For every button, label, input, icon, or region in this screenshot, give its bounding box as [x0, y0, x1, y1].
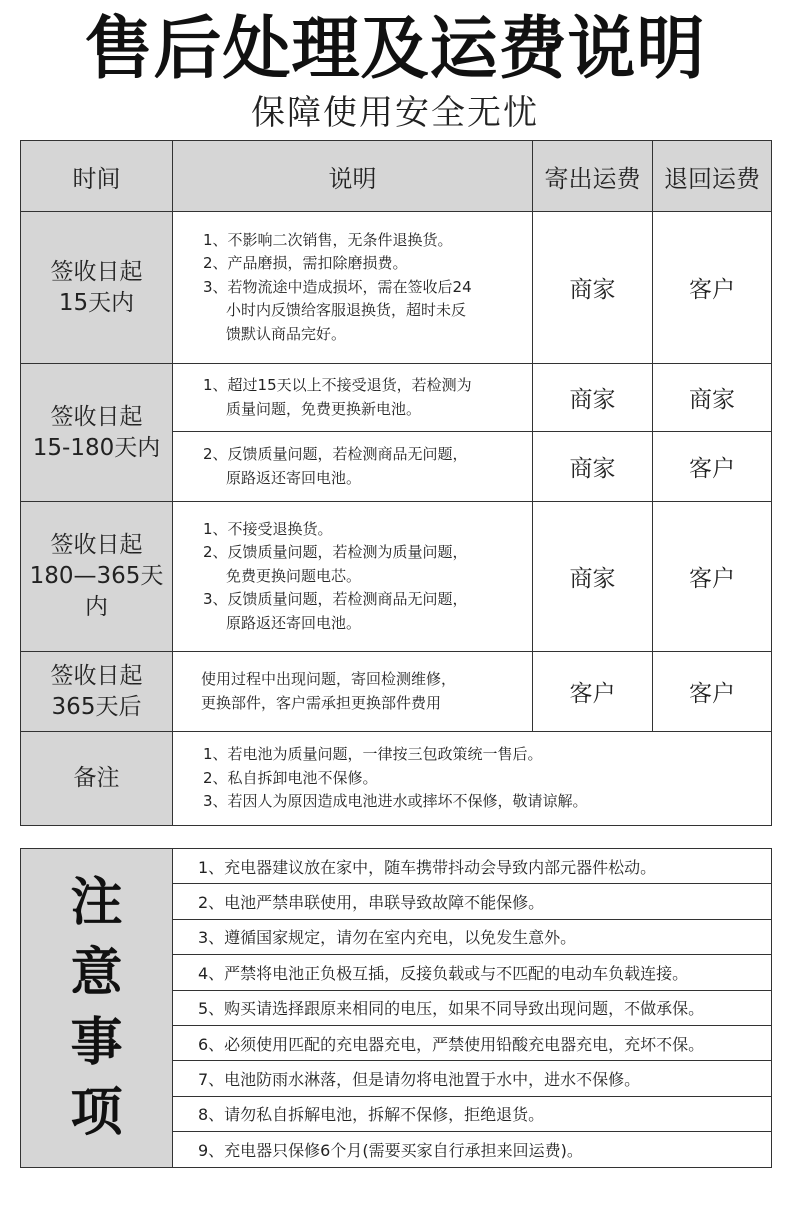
remark-label: 备注	[21, 732, 173, 826]
table-row	[21, 212, 772, 364]
remark-row	[21, 732, 772, 826]
notes-heading-char: 事	[70, 1012, 123, 1073]
desc-line: 更换部件，客户需承担更换部件费用	[201, 693, 442, 712]
desc-line: 小时内反馈给客服退换货，超时未反	[226, 301, 467, 320]
note-item: 9、充电器只保修6个月(需要买家自行承担来回运费)。	[173, 1132, 772, 1167]
remark-line: 1、若电池为质量问题，一律按三包政策统一售后。	[203, 745, 543, 764]
ship-back-fee-cell: 客户	[653, 652, 772, 732]
note-item: 6、必须使用匹配的充电器充电，严禁使用铅酸充电器充电，充坏不保。	[173, 1025, 772, 1060]
period-line1: 签收日起	[50, 403, 143, 430]
ship-out-fee-cell: 商家	[533, 502, 653, 652]
desc-line: 3、若物流途中造成损坏，需在签收后24	[203, 277, 472, 296]
description-cell	[173, 502, 533, 652]
notes-heading-char: 意	[70, 942, 123, 1003]
period-line1: 签收日起	[50, 662, 143, 689]
ship-back-fee-cell: 客户	[653, 432, 772, 502]
header-ship-out-fee: 寄出运费	[533, 141, 653, 212]
table-row	[21, 364, 772, 432]
desc-line: 2、反馈质量问题，若检测为质量问题，	[203, 543, 468, 562]
desc-line: 2、反馈质量问题，若检测商品无问题，	[203, 445, 468, 463]
period-line2: 15天内	[58, 289, 135, 316]
desc-line: 3、反馈质量问题，若检测商品无问题，	[203, 590, 468, 609]
remark-cell	[173, 732, 772, 826]
note-row	[21, 849, 772, 884]
description-cell	[173, 652, 533, 732]
remark-line: 2、私自拆卸电池不保修。	[203, 768, 378, 787]
ship-back-fee-cell: 商家	[653, 364, 772, 432]
header-time: 时间	[21, 141, 173, 212]
note-item: 8、请勿私自拆解电池，拆解不保修，拒绝退货。	[173, 1096, 772, 1131]
period-cell	[21, 502, 173, 652]
period-line1: 签收日起	[50, 258, 143, 285]
note-item: 3、遵循国家规定，请勿在室内充电，以免发生意外。	[173, 919, 772, 954]
ship-out-fee-cell: 商家	[533, 364, 653, 432]
notes-heading-char: 项	[70, 1082, 123, 1143]
page-title: 售后处理及运费说明	[84, 10, 706, 89]
period-line2: 180—365天内	[29, 563, 164, 620]
period-cell	[21, 364, 173, 502]
header-description: 说明	[173, 141, 533, 212]
note-item: 1、充电器建议放在家中，随车携带抖动会导致内部元器件松动。	[173, 849, 772, 884]
period-cell	[21, 212, 173, 364]
ship-out-fee-cell: 客户	[533, 652, 653, 732]
description-cell	[173, 432, 533, 502]
ship-back-fee-cell: 客户	[653, 212, 772, 364]
remark-line: 3、若因人为原因造成电池进水或摔坏不保修，敬请谅解。	[203, 792, 588, 811]
page-subtitle: 保障使用安全无忧	[251, 93, 539, 133]
note-item: 5、购买请选择跟原来相同的电压，如果不同导致出现问题，不做承保。	[173, 990, 772, 1025]
desc-line: 馈默认商品完好。	[226, 324, 347, 343]
desc-line: 1、超过15天以上不接受退货，若检测为	[203, 376, 472, 394]
desc-line: 免费更换问题电芯。	[226, 566, 362, 585]
desc-line: 1、不影响二次销售，无条件退换货。	[203, 230, 453, 249]
notes-table	[20, 848, 772, 1168]
note-item: 7、电池防雨水淋落，但是请勿将电池置于水中，进水不保修。	[173, 1061, 772, 1096]
notes-heading	[21, 849, 173, 1168]
ship-out-fee-cell: 商家	[533, 432, 653, 502]
description-cell	[173, 364, 533, 432]
ship-back-fee-cell: 客户	[653, 502, 772, 652]
note-item: 4、严禁将电池正负极互插，反接负载或与不匹配的电动车负载连接。	[173, 955, 772, 990]
ship-out-fee-cell: 商家	[533, 212, 653, 364]
desc-line: 2、产品磨损，需扣除磨损费。	[203, 254, 408, 273]
header-ship-back-fee: 退回运费	[653, 141, 772, 212]
table-row	[21, 502, 772, 652]
desc-line: 原路返还寄回电池。	[226, 468, 362, 487]
desc-line: 1、不接受退换货。	[203, 519, 333, 538]
period-line2: 15-180天内	[32, 434, 161, 461]
note-item: 2、电池严禁串联使用，串联导致故障不能保修。	[173, 884, 772, 919]
period-cell	[21, 652, 173, 732]
period-line1: 签收日起	[50, 532, 143, 558]
table-row	[21, 652, 772, 732]
description-cell	[173, 212, 533, 364]
period-line2: 365天后	[51, 693, 142, 720]
desc-line: 质量问题，免费更换新电池。	[226, 399, 422, 418]
notes-heading-char: 注	[70, 872, 123, 933]
desc-line: 使用过程中出现问题，寄回检测维修，	[201, 670, 457, 688]
desc-line: 原路返还寄回电池。	[226, 613, 362, 632]
after-sales-policy-table	[20, 140, 772, 826]
table-header-row	[21, 141, 772, 212]
